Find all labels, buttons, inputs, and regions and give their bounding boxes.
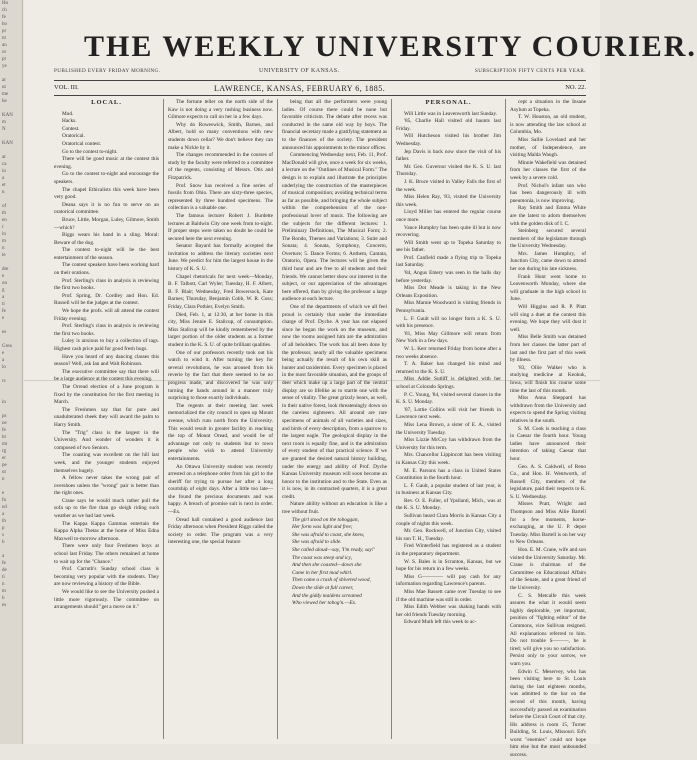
column-two-paragraphs xyxy=(168,99,273,547)
personal-item: S. M. Cook is teaching a class in Caesar the fourth hour. Young ladies have announced their intention of taking Caesar that hour. xyxy=(510,425,586,462)
local-item: There were only four Freshmen boys at school last Friday. The others remained at home to wait up for the "Chance." xyxy=(54,543,159,565)
strip-fragment xyxy=(0,385,22,392)
strip-fragment: lo xyxy=(2,365,6,370)
strip-fragment xyxy=(0,196,22,203)
local-item: The Freshmen say that for pure and unadulterated cheek they will award the palm to Harry Smith. xyxy=(54,406,159,428)
news-item: The changes recommended in the courses of study by the faculty were referred to a committee of the regents, consisting of Messrs. Otis and Fitzpatrick. xyxy=(168,152,273,181)
strip-fragment xyxy=(0,322,22,329)
volume-label: VOL. III. xyxy=(54,84,79,91)
strip-fragment: en xyxy=(2,218,7,223)
column-local xyxy=(54,99,159,739)
strip-fragment: hr xyxy=(2,435,7,440)
local-item: Deana says it is no fun to serve on an oratorical committee. xyxy=(54,201,159,216)
personal-item: Jep Davis is back now since the visit of his father. xyxy=(396,148,501,163)
local-item: The Kappa Kappa Gammas entertain the Kappa Alpha Thetas at the home of Miss Edna Maxwell to-morrow afternoon. xyxy=(54,520,159,542)
column-three-paragraphs xyxy=(282,99,387,517)
strip-fragment: es xyxy=(2,330,7,335)
strip-fragment: pr xyxy=(2,57,7,62)
adjacent-page-strip xyxy=(0,0,23,744)
local-item: Go to the contest to-night and encourage the speakers. xyxy=(54,171,159,185)
local-item: A fellow never takes the wrong pair of overshoes unless the "wrong" pair is better than the right ones. xyxy=(54,475,159,497)
strip-fragment: in xyxy=(2,400,6,405)
dateline: LAWRENCE, KANSAS, FEBRUARY 6, 1885. xyxy=(214,84,386,93)
personal-paragraphs xyxy=(396,111,501,627)
strip-fragment: a xyxy=(2,176,5,181)
strip-fragment: ch xyxy=(2,8,7,13)
strip-fragment: fe xyxy=(2,428,6,433)
local-item: Oratorical contest. xyxy=(62,140,102,147)
local-item: Mud. xyxy=(62,110,74,117)
masthead-title: THE WEEKLY UNIVERSITY COURIER. xyxy=(84,30,697,63)
strip-fragment: s xyxy=(2,533,4,538)
strip-fragment: er xyxy=(2,456,6,461)
personal-item: Frank Hunt went home to Leavenworth Monday, where she will graduate in the high school in June. xyxy=(510,273,586,303)
strip-fragment: g xyxy=(2,288,5,293)
personal-item: Miss Edith Webber was shaking hands with her old friends Tuesday morning. xyxy=(396,604,501,618)
poem-line: She was afraid to slide. xyxy=(292,539,342,546)
news-item: Nature ability without an education is like a tree without fruit. xyxy=(282,501,387,516)
strip-fragment: e xyxy=(2,491,5,496)
column-five xyxy=(510,99,586,759)
local-item: Have you heard of any dancing classes this season? Well, ask Ian and Walt Robinson. xyxy=(54,353,159,368)
column-three xyxy=(282,99,387,739)
local-item: The "Trig" class is the largest in the University. And wonder of wonders it is composed of two Seniors. xyxy=(54,429,159,451)
personal-item: Miss Lena Brown, a sister of E. A., visited the University Tuesday. xyxy=(396,421,501,436)
strip-fragment: b xyxy=(2,540,5,545)
local-item: The chapel Ethicalists this week have been very good. xyxy=(54,186,159,201)
personal-item: Miss Anna Sheppard has withdrawn from the University and expects to spend the Spring visiting relatives in the south. xyxy=(510,395,586,424)
local-item: Prof. Spring, Dr. Cordley and Hon. Ed. Russell will be the judges at the contest. xyxy=(54,292,159,307)
strip-fragment: dre xyxy=(2,267,9,272)
personal-item: Miss Addie Sutliff is delighted with her school at Colorado Springs. xyxy=(396,376,501,390)
personal-item: Vance Humphry has been quite ill but is now recovering. xyxy=(396,224,501,239)
strip-fragment: te xyxy=(2,253,6,258)
personal-item: Edwin C. Meservey, who has been visiting here to St. Louis during the last eighteen months, was admitted to the bar on the second of this month, having successfully passed an examination before the Circuit Court of that city. His address is room 15, Turner Building, St. Louis, Missouri. Ed's worst "enemies" could not hope him else but the most unbounded success. xyxy=(510,668,586,759)
strip-fragment xyxy=(0,406,22,413)
toboggan-poem xyxy=(282,517,387,608)
strip-fragment: rs xyxy=(2,379,6,384)
strip-fragment: in xyxy=(2,169,6,174)
local-heading: LOCAL. xyxy=(91,99,122,106)
local-item: Bruce, Little, Morgan, Luley, Gilmore, Smith—which? xyxy=(54,216,159,231)
personal-item: Will Higgins and R. P. Platt will sing a duet at the contest this evening. We hope they will dust it well. xyxy=(510,304,586,333)
local-item: Oratorical. xyxy=(62,133,85,140)
poem-line: Who viewed her tobog'n.—Ex. xyxy=(292,600,357,607)
strip-fragment: et xyxy=(2,183,6,188)
personal-item: Miss Mamie Woodward is visiting friends in Pennsylvania. xyxy=(396,300,501,315)
personal-item: L. F. Gault will no longer form a K. S. U. with his presence. xyxy=(396,315,501,330)
local-item: Crane says he would much rather pull the sofa up to the fire than go sleigh riding such weather as we had last week. xyxy=(54,497,159,520)
poem-line: And the giddy maidens screamed xyxy=(292,592,362,599)
personal-item: Miss G———— will pay cash for any information regarding Lawrence's parents. xyxy=(396,573,501,588)
strip-fragment: e xyxy=(2,274,5,279)
strip-fragment: KAN xyxy=(2,141,13,146)
strip-fragment: KAN xyxy=(2,113,13,118)
strip-fragment: me xyxy=(2,92,9,97)
personal-item: Edward Muth left this week to ac- xyxy=(404,619,477,626)
personal-item: Hon. E. M. Crane, wife and son visited the University Saturday. Mr. Crane is chairman of the Committee on Educational Affairs of the Senate, and a great friend of the University. xyxy=(510,547,586,591)
personal-item: W. L. Kerr returned Friday from home after a two weeks absence. xyxy=(396,346,501,360)
strip-fragment: Ho xyxy=(2,1,9,6)
poem-line: She was afraid to coast, she knew, xyxy=(292,531,365,538)
poem-line: Down the slide at full career, xyxy=(292,585,354,591)
strip-fragment: Grea xyxy=(2,344,12,349)
poem-line: The coast was steep and icy, xyxy=(292,554,353,561)
strip-fragment: or xyxy=(2,50,7,55)
personal-heading: PERSONAL. xyxy=(425,99,472,106)
strip-fragment: n xyxy=(2,582,5,587)
published-note: PUBLISHED EVERY FRIDAY MORNING. xyxy=(54,68,161,74)
personal-item: Fred Winterfield has registered as a student in the preparatory department. xyxy=(396,543,501,558)
strip-fragment: m xyxy=(2,239,6,244)
local-item: Prof. Sterling's class in analysis is reviewing the first two books. xyxy=(54,277,159,292)
local-item: Go to the contest to-night. xyxy=(62,148,118,155)
subscription-note: SUBSCRIPTION FIFTY CENTS PER YEAR. xyxy=(474,68,586,74)
strip-fragment: pe xyxy=(2,463,7,468)
local-item: There will be good music at the contest this evening. xyxy=(54,156,159,170)
personal-item: P. C. Young, '84, visited several classes in the K. S. U. Monday. xyxy=(396,391,501,406)
personal-item: Miss Sallie Loveland and her mother, of Independence, are visiting Malda Waugh. xyxy=(510,136,586,159)
column-separator xyxy=(391,99,392,739)
local-item: The executive committee say that there will be a large audience at the contest this evening. xyxy=(54,368,159,383)
strip-fragment: th xyxy=(2,519,6,524)
issue-number: NO. 22. xyxy=(565,84,586,91)
strip-fragment: nt xyxy=(2,36,6,41)
strip-fragment: th xyxy=(2,211,6,216)
strip-fragment: ps xyxy=(2,414,7,419)
poem-line: And then she coasted—down she xyxy=(292,562,362,569)
column-two xyxy=(168,99,273,739)
strip-fragment: pr xyxy=(2,29,7,34)
local-item: The contest to-night will be the best entertainment of the season. xyxy=(54,247,159,261)
personal-item: Geo. A. S. Caldwell, of Reno Co., and Hon. H. Wentworth, of Russell City, members of the legislature, paid their respects to K. S. U. Wednesday. xyxy=(510,463,586,500)
personal-item: Lloyd Miller has entered the regular course once more. xyxy=(396,209,501,223)
personal-item: '83, Ollie Walker who is studying medicine at Keokuk, Iowa, will finish his course some time the last of this month. xyxy=(510,364,586,394)
poem-line: Her form was light and free; xyxy=(292,524,353,531)
personal-item: Will Smith went up to Topeka Saturday to see his father. xyxy=(396,239,501,254)
strip-fragment: es xyxy=(2,603,7,608)
strip-fragment: p xyxy=(2,526,5,531)
personal-item: Mr. Geo. Rockwell, of Junction City, visited his son T. H., Tuesday. xyxy=(396,528,501,542)
news-item: The regents at their meeting last week memorialized the city council to open up Mount avenue, which runs north from the University. This would result in greater facility in reaching the top of Mount Oread, and would be of advantage not only to students but to town people who wish to attend University entertainments. xyxy=(168,402,273,462)
strip-fragment: ar xyxy=(2,78,6,83)
strip-fragment: a xyxy=(2,512,5,517)
strip-fragment xyxy=(0,105,22,112)
personal-item: T. A. Baker has changed his mind and returned to the K. S. U. xyxy=(396,361,501,375)
personal-item: Miss Lizzie McCoy has withdrawn from the University for this term. xyxy=(396,437,501,451)
strip-fragment: fe xyxy=(2,15,6,20)
personal-item: Rev. O. E. Fuller, of Ypsilanti, Mich., was at the K. S. U. Monday. xyxy=(396,497,501,512)
strip-fragment: m xyxy=(2,589,6,594)
strip-fragment: N xyxy=(2,127,6,132)
strip-fragment: fe xyxy=(2,561,6,566)
news-item: being that all the performers were young ladies. Of course there could be none but favorable criticism. The debate after recess was conducted in the same old way by boys. The financial secretary made a gratifying statement as to the finances of the society. The president announced his appointments to the minor offices. xyxy=(282,99,388,151)
personal-item: '84, Angus Emery was seen in the halls day before yesterday. xyxy=(396,270,501,284)
local-item: Luley is anxious to buy a collection of tags. Highest cash price paid for good fresh bugs. xyxy=(54,338,159,352)
personal-item: T. W. Houston, an old student, is now attending the law school at Columbia, Mo. xyxy=(510,114,586,136)
strip-fragment: e xyxy=(2,351,5,356)
local-item: The contest speakers have been working hard on their orations. xyxy=(54,262,159,277)
strip-fragment: m xyxy=(2,120,6,125)
strip-fragment xyxy=(0,371,22,378)
strip-fragment: a xyxy=(2,554,5,559)
personal-item: Will Hutcheson visited his brother Jim Wednesday. xyxy=(396,133,501,147)
strip-fragment xyxy=(0,147,22,154)
local-item: Hacks. xyxy=(62,118,77,125)
personal-item: Mr. Geo. Guvernor visited the K. S. U. last Thursday. xyxy=(396,163,501,178)
university-name: UNIVERSITY OF KANSAS. xyxy=(259,68,340,74)
strip-fragment: ne xyxy=(2,421,7,426)
news-item: Why do Roweswick, Smith, Barnes, and Albert, hold so many conventions with new students down cellar? We don't believe they can make a Nickle by it. xyxy=(168,121,273,151)
local-item: We hope the profs. will all attend the contest Friday evening. xyxy=(54,308,159,322)
personal-item: L. F. Gault, a popular student of last year, is in business at Kansas City. xyxy=(396,482,501,497)
news-item: One of our professors recently took out his watch to wind it. After turning the key for several revolutions, he was aroused from his reverie by the fact that there seemed to be no progress made, and discovered he was only turning the hands around in a manner truly surprising to those exactly individuals. xyxy=(168,349,273,402)
personal-item: Ray Smith and Emma White are the latest to adorn themselves with the golden disk of I. C. xyxy=(510,205,586,227)
personal-item: Sullivan heard Clara Morris in Kansas City a couple of nights this week. xyxy=(396,513,501,527)
personal-item: M. E. Parsons has a class in United States Constitution in the fourth hour. xyxy=(396,467,501,482)
personal-item: Steinberg secured several members of the legislature through the University Wednesday. xyxy=(510,228,586,250)
strip-fragment xyxy=(0,336,22,343)
local-paragraphs xyxy=(54,111,159,612)
strip-fragment: ti xyxy=(2,302,5,307)
personal-item: Prof. Nichol's infant son who has been dangerously ill with pneumonia, is now improving. xyxy=(510,182,586,204)
strip-fragment: an xyxy=(2,43,7,48)
local-item: Prof. Sterling's class in analysis is reviewing the first two books. xyxy=(54,323,159,337)
strip-fragment xyxy=(0,259,22,266)
strip-fragment: n xyxy=(2,246,5,251)
strip-fragment: ho xyxy=(2,22,7,27)
column-separator xyxy=(505,99,506,739)
personal-item: '87, Lottie Collins will visit her friends in Lawrence next week. xyxy=(396,406,501,421)
strip-fragment: fe xyxy=(2,309,6,314)
personal-item: '85, Charlie Hall visited old haunts last Friday. xyxy=(396,118,501,132)
strip-fragment: ed xyxy=(2,505,7,510)
news-item: Prof. Snow has received a fine series of fossils from Ohio. There are sixty-three species, represented by three hundred specimens. The collection is a valuable one. xyxy=(168,182,273,212)
column-separator xyxy=(163,99,164,739)
local-item: We would like to see the University pushed a little more vigorously. The committee on arrangements should "get a move on it." xyxy=(54,589,159,611)
poem-line: She called aloud—say, 'I'm ready, say!' xyxy=(292,547,375,554)
personal-item: Prof. Canfield made a flying trip to Topeka last Saturday. xyxy=(396,254,501,269)
strip-fragment xyxy=(0,546,22,553)
newspaper-page xyxy=(24,0,697,759)
strip-fragment: he xyxy=(2,99,7,104)
personal-item: cept a situation in the Insane Asylum at Topeka. xyxy=(510,99,586,113)
news-item: Died, Feb. 1, at 12:30, at her home in this city, Miss Jennie E. Stallcup, of consumption. Miss Stallcup will be kindly remembered by the larger portion of the older students as a former student in the K. S. U. of quite brilliant qualities. xyxy=(168,311,273,348)
poem-line: Then came a crash of shivered wood, xyxy=(292,577,371,584)
strip-fragment: n xyxy=(2,477,5,482)
column-five-paragraphs xyxy=(510,99,586,760)
column-separator xyxy=(277,99,278,739)
local-item: Biggs wears his band in a sling. Moral: Beware of the dog. xyxy=(54,232,159,246)
strip-fragment xyxy=(0,392,22,399)
poem-line: Came in her first mad whirl. xyxy=(292,569,353,576)
personal-item: Minnie Wakefield was detained from her classes the first of the week by a severe cold. xyxy=(510,159,586,181)
strip-fragment: ye xyxy=(2,64,7,69)
strip-fragment: e xyxy=(2,316,5,321)
news-item: Oread hall contained a good audience last Friday afternoon when President Riggs called the society to order. The program was a very interesting one, the special feature xyxy=(168,516,273,546)
personal-item: Miss Dot Meade is taking in the New Orleans Exposition. xyxy=(396,285,501,299)
news-item: The fortune teller on the north side of the Kaw is not doing a very rushing business now. Gilmore expects to call on her in a few days. xyxy=(168,99,273,121)
news-item: An Ottawa University student was recently arrested on a telephone order from his girl to the sheriff for trying to pursue her after a long courtship of eight days. After a little too late—she found the precious documents and was happy. A breach of promise suit is next in order.—Ex. xyxy=(168,463,273,516)
personal-item: Misses Pratt, Wright and Thompson and Miss Allie Bartell for a few moments, horse-exchanging, at the U. P. depot Tuesday. Miss Bartell is on her way to New Orleans. xyxy=(510,501,586,546)
strip-fragment: n xyxy=(2,190,5,195)
strip-fragment: mi xyxy=(2,442,8,447)
strip-fragment: ti xyxy=(2,575,5,580)
personal-item: W. S. Bales is in Scranton, Kansas, but we hope for his return in a few weeks. xyxy=(396,558,501,573)
strip-fragment: ut xyxy=(2,85,6,90)
strip-fragment: ca xyxy=(2,162,7,167)
personal-item: Mrs. James Humphry, of Junction City, came down to attend her son during his late sickness. xyxy=(510,250,586,273)
masthead-rule-bottom xyxy=(54,95,586,96)
personal-item: Miss Helen Ray, '83, visited the University this week. xyxy=(396,194,501,208)
strip-fragment: fo xyxy=(2,498,7,503)
strip-fragment: a xyxy=(2,358,5,363)
personal-item: Miss Belle Smith was detained from her classes the latter part of last and the first part of this week by illness. xyxy=(510,334,586,364)
strip-fragment: on xyxy=(2,281,7,286)
poem-line: The girl stood on the toboggan, xyxy=(292,516,359,523)
personal-item: Will Little was in Leavenworth last Sunday. xyxy=(404,110,498,117)
strip-fragment: r xyxy=(2,225,4,230)
masthead-rule-top xyxy=(54,80,586,81)
column-personal xyxy=(396,99,501,739)
strip-fragment: ut xyxy=(2,470,6,475)
local-item: The Orread election of a June program is fixed by the constitution for the first meeting in March. xyxy=(54,383,159,406)
news-item: One of the departments of which we all feel proud is certainly that under the immediate charge of Prof. Dyche. A year has not elapsed since he began the work on the museum, and now the rooms assigned him are the admiration of all beholders. The work has all been done by the professor, nearly all the valuable specimens being actually the result of his own skill as hunter and taxidermist. Every specimen is placed in the most favorable situation, and the groups of deer which make up a large part of the central display are so lifelike as to startle one with the sense of vitality. The great grizzly bears, as well, in their native forest, look threateningly down on the careless sightseers. All around are rare specimens of animals of all varieties and sizes, and birds of every description, from a sparrow to the largest eagle. The geological display in the next room is equally fine, and is the admiration of every student of that practical science. If we are granted the desired natural history building, under the energy and ability of Prof. Dyche Kansas University museum will soon become an honor to the institution and to the State. Even as it is now, in its contracted quarters, it is a great credit. xyxy=(282,304,387,500)
strip-fragment xyxy=(0,133,22,140)
strip-fragment: de xyxy=(2,568,7,573)
local-item: Prof. Carruth's Sunday school class is becoming very popular with the students. They are now reviewing a history of the Bible. xyxy=(54,566,159,588)
strip-fragment: rg xyxy=(2,449,7,454)
strip-fragment: b xyxy=(2,596,5,601)
strip-fragment: a xyxy=(2,295,5,300)
strip-fragment xyxy=(0,70,22,77)
strip-fragment xyxy=(0,483,22,490)
strip-fragment: of xyxy=(2,204,7,209)
personal-item: J. K. Bruce visited in Valley Falls the first of the week. xyxy=(396,178,501,193)
news-item: Commencing Wednesday next, Feb. 11, Prof. MacDonald will give, once a week for six weeks, a lecture on the "Outlines of Musical Form." The design is to explain and illustrate the principles underlying the construction of the masterpieces of musical composition; avoiding technical terms as far as possible, and bringing the whole subject within the comprehension of the non-professional lover of music. The following are the subjects for the different lectures: 1. Preliminary Definitions, The Musical Form; 2. The Rondo, Themes and Variations; 3. Suite and Sonata; 4. Sonata, Symphony, Concerto, Overture; 5. Dance Forms; 6. Anthem, Cantata, Oratorio, Opera. The lectures will be given the third hour and are free to all students and their friends. We cannot better show our interest in the subject, or our appreciation of the advantages here offered, than by giving the professor a large audience at each lecture. xyxy=(282,152,387,303)
personal-item: C. S. Metcalfe this week assures the what it would seem highly deplorable, yet important, position of "fighting editor" of the Commons, vice Sullivan resigned. All explanations referred to him. Do not trouble S———, he is tired; will give you no satisfaction. Persist only to your sorrow, we warn you. xyxy=(510,592,586,667)
personal-item: Miss Mae Bassett came over Tuesday to see if the old machine was still in order. xyxy=(396,589,501,603)
news-item: Senator Bayard has formally accepted the invitation to address the literary societies next June. We predict for him the largest house in the history of K. S. U. xyxy=(168,243,273,273)
local-item: The coasting was excellent on the hill last week, and the younger students enjoyed themselves hugely. xyxy=(54,452,159,474)
local-item: Contest. xyxy=(62,125,80,132)
strip-fragment: in xyxy=(2,232,6,237)
personal-item: '81, Miss May Gillmore will return from New York in a few days. xyxy=(396,330,501,345)
news-item: Chapel rhetoricals for next week—Monday, B. F. Talbott, Carl Wyler; Tuesday, H. F. Albert, B. F. Blair; Wednesday, Fred Bowersock, Kate Barnes; Thursday, Benjamin Cobb, W. R. Coss; Friday, Clara Pothier, Evelyn Smith. xyxy=(168,273,273,311)
strip-fragment: ar xyxy=(2,155,6,160)
news-item: The famous lecturer Robert J. Burdette lectures at Baldwin City one week from to-night. If proper steps were taken no doubt he could be secured here the next evening. xyxy=(168,212,273,242)
personal-item: Mrs. Chancellor Lippincott has been visiting in Kansas City this week. xyxy=(396,452,501,466)
